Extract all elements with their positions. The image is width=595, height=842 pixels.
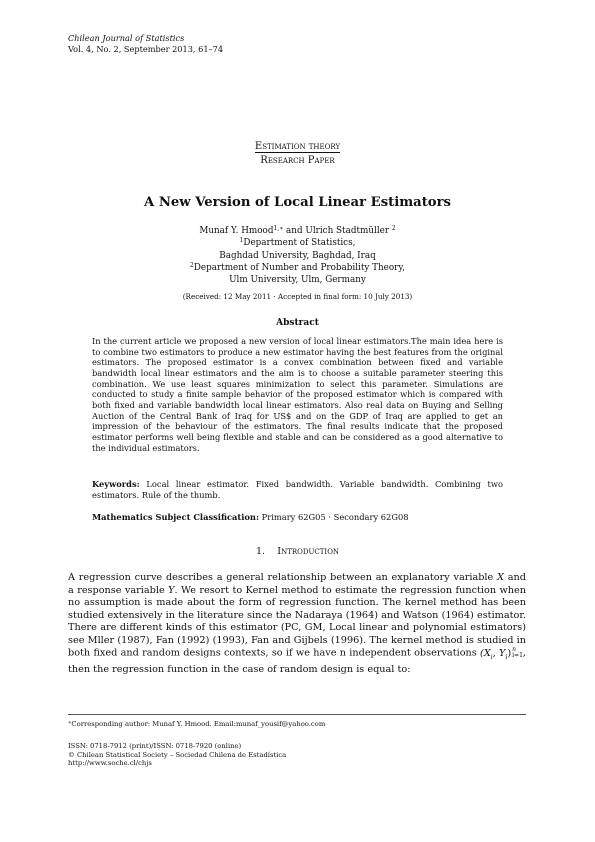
keywords-text: Local linear estimator. Fixed bandwidth. Variable bandwidth. Combining two estimators. Rule of the thumb. — [92, 479, 503, 500]
affiliation-1 — [0, 237, 595, 249]
msc-label: Mathematics Subject Classification: — [92, 512, 260, 522]
author-1: Munaf Y. Hmood — [199, 226, 274, 236]
author-line — [0, 225, 595, 237]
msc-classification — [92, 512, 503, 522]
issn-line: ISSN: 0718-7912 (print)/ISSN: 0718-7920 (online) — [68, 742, 242, 750]
website-link[interactable]: http://www.soche.cl/chjs — [68, 759, 152, 768]
var-x: X — [497, 572, 504, 583]
affiliation-2-place: Ulm University, Ulm, Germany — [229, 275, 366, 286]
section-heading — [0, 546, 595, 557]
journal-name: Chilean Journal of Statistics — [68, 33, 185, 43]
var-y: Y — [168, 584, 175, 596]
intro-text-4: , then the regression function in the case of random design is equal to: — [68, 647, 526, 676]
affiliation-2-dept: Department of Number and Probability Theory, — [193, 262, 405, 273]
obs-sub-i2: i — [505, 653, 508, 661]
volume-info: Vol. 4, No. 2, September 2013, 61–74 — [68, 44, 224, 54]
footnote — [68, 720, 325, 728]
copyright-line: © Chilean Statistical Society – Sociedad Chilena de Estadística — [68, 750, 287, 759]
category-line-1 — [0, 141, 595, 152]
obs-y: , Y — [492, 647, 506, 659]
paper-title: A New Version of Local Linear Estimators — [144, 195, 451, 210]
author-2-mark: 2 — [391, 225, 396, 232]
section-number: 1. — [255, 546, 266, 557]
obs-sub-range: i=1 — [512, 652, 523, 660]
obs-sub-i: i — [490, 653, 493, 661]
received-dates: (Received: 12 May 2011 · Accepted in final form: 10 July 2013) — [182, 292, 413, 301]
observations-formula — [480, 648, 523, 659]
msc-text: Primary 62G05 · Secondary 62G08 — [259, 512, 409, 522]
obs-x: (X — [480, 647, 491, 659]
category-line-2: Research Paper — [260, 155, 335, 166]
issn-block — [68, 742, 286, 768]
intro-text-2: and a response variable — [68, 572, 527, 596]
obs-close: ) — [507, 647, 512, 659]
intro-text-1: A regression curve describes a general relationship between an explanatory variable — [68, 572, 498, 583]
section-title: Introduction — [277, 546, 340, 557]
abstract-text: In the current article we proposed a new version of local linear estimators.The main idea here is to combine two estimators to produce a new estimator having the best features from the original estimators. The proposed estimator is a convex combination between fixed and variable bandwidth local linear estimators and the aim is to choose a suitable parameter steering this combination. We use least squares minimization to select this parameter. Simulations are conducted to study a finite sample behavior of the proposed estimator which is compared with both fixed and variable bandwidth local linear estimators. Also real data on Buying and Selling Auction of the Central Bank of Iraq for US$ and on the GDP of Iraq are applied to get an impression of the behaviour of the estimators. The final results indicate that the proposed estimator performs well being flexible and stable and can be considered as a good alternative to the individual estimators. — [92, 336, 503, 453]
footnote-divider — [68, 714, 526, 715]
affiliation-2-mark: 2 — [190, 261, 194, 269]
footnote-text: Corresponding author: Munaf Y. Hmood. Email:munaf_yousif@yahoo.com — [71, 720, 326, 728]
author-1-mark: 1,∗ — [273, 225, 284, 232]
intro-text-3: . We resort to Kernel method to estimate the regression function when no assumption is made about the form of regression function. The kernel method has been studied extensively in the literature since the Nadaraya (1964) and Watson (1964) estimator. There are different kinds of this estimator (PC, GM, Local linear and polynomial estimators) see Mller (1987), Fan (1992) (1993), Fan and Gijbels (1996). The kernel method is studied in both fixed and random designs contexts, so if we have n independent observations — [68, 584, 526, 659]
author-2: and Ulrich Stadtmüller — [283, 226, 392, 236]
obs-sup-n: n — [512, 646, 517, 654]
keywords-label: Keywords: — [92, 479, 140, 489]
abstract-heading: Abstract — [276, 318, 319, 328]
affiliation-2 — [0, 262, 595, 274]
author-block — [0, 225, 595, 286]
category-topic: Estimation theory — [254, 141, 341, 152]
journal-header — [68, 33, 223, 55]
affiliation-1-mark: 1 — [239, 237, 244, 245]
introduction-paragraph — [68, 572, 526, 677]
affiliation-1-place: Baghdad University, Baghdad, Iraq — [219, 250, 376, 261]
footnote-mark: ∗ — [68, 720, 72, 726]
affiliation-1-dept: Department of Statistics, — [243, 238, 356, 249]
keywords — [92, 479, 503, 501]
